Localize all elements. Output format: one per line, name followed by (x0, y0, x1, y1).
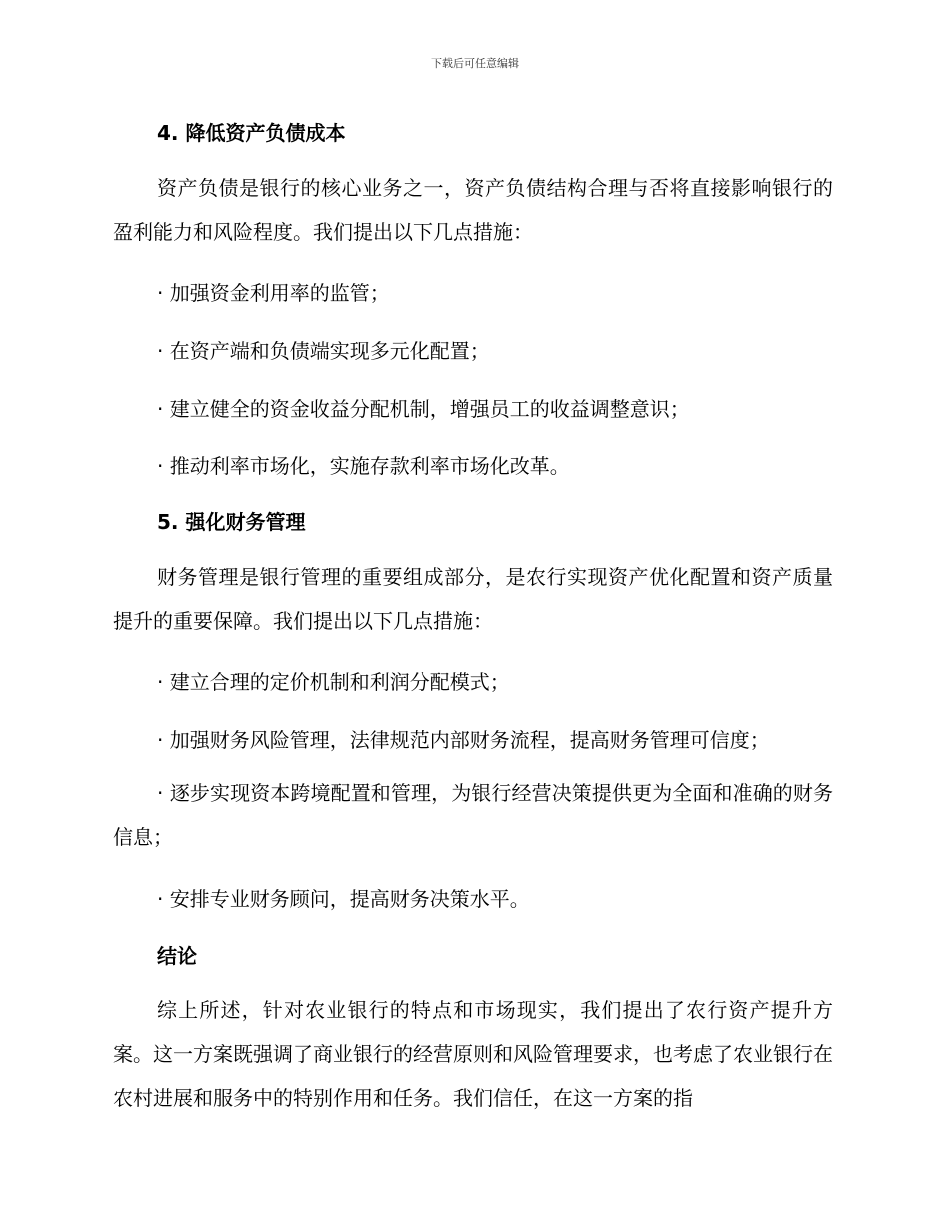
section-5-heading: 5. 强化财务管理 (157, 510, 306, 534)
section-5-intro: 财务管理是银行管理的重要组成部分，是农行实现资产优化配置和资产质量提升的重要保障。我们提出以下几点措施： (113, 565, 833, 633)
section-4-heading: 4. 降低资产负债成本 (157, 121, 346, 145)
section-5-bullet-1: · 建立合理的定价机制和利润分配模式； (157, 670, 510, 694)
conclusion-text: 综上所述，针对农业银行的特点和市场现实，我们提出了农行资产提升方案。这一方案既强调了商业银行的经营原则和风险管理要求，也考虑了农业银行在农村进展和服务中的特别作用和任务。我们信任，在这一方案的指 (113, 998, 833, 1110)
section-4-bullet-2: · 在资产端和负债端实现多元化配置； (157, 339, 490, 363)
section-4-bullet-1: · 加强资金利用率的监管； (157, 281, 390, 305)
section-5-bullet-3: · 逐步实现资本跨境配置和管理，为银行经营决策提供更为全面和准确的财务信息； (113, 781, 833, 849)
section-4-intro: 资产负债是银行的核心业务之一，资产负债结构合理与否将直接影响银行的盈利能力和风险程度。我们提出以下几点措施： (113, 176, 833, 244)
section-4-bullet-3: · 建立健全的资金收益分配机制，增强员工的收益调整意识； (157, 397, 690, 421)
conclusion-heading: 结论 (157, 944, 197, 968)
section-5-bullet-2: · 加强财务风险管理，法律规范内部财务流程，提高财务管理可信度； (157, 728, 770, 752)
page-header: 下载后可任意编辑 (431, 57, 519, 70)
section-4-bullet-4: · 推动利率市场化，实施存款利率市场化改革。 (157, 454, 570, 478)
section-5-bullet-4: · 安排专业财务顾问，提高财务决策水平。 (157, 887, 530, 911)
